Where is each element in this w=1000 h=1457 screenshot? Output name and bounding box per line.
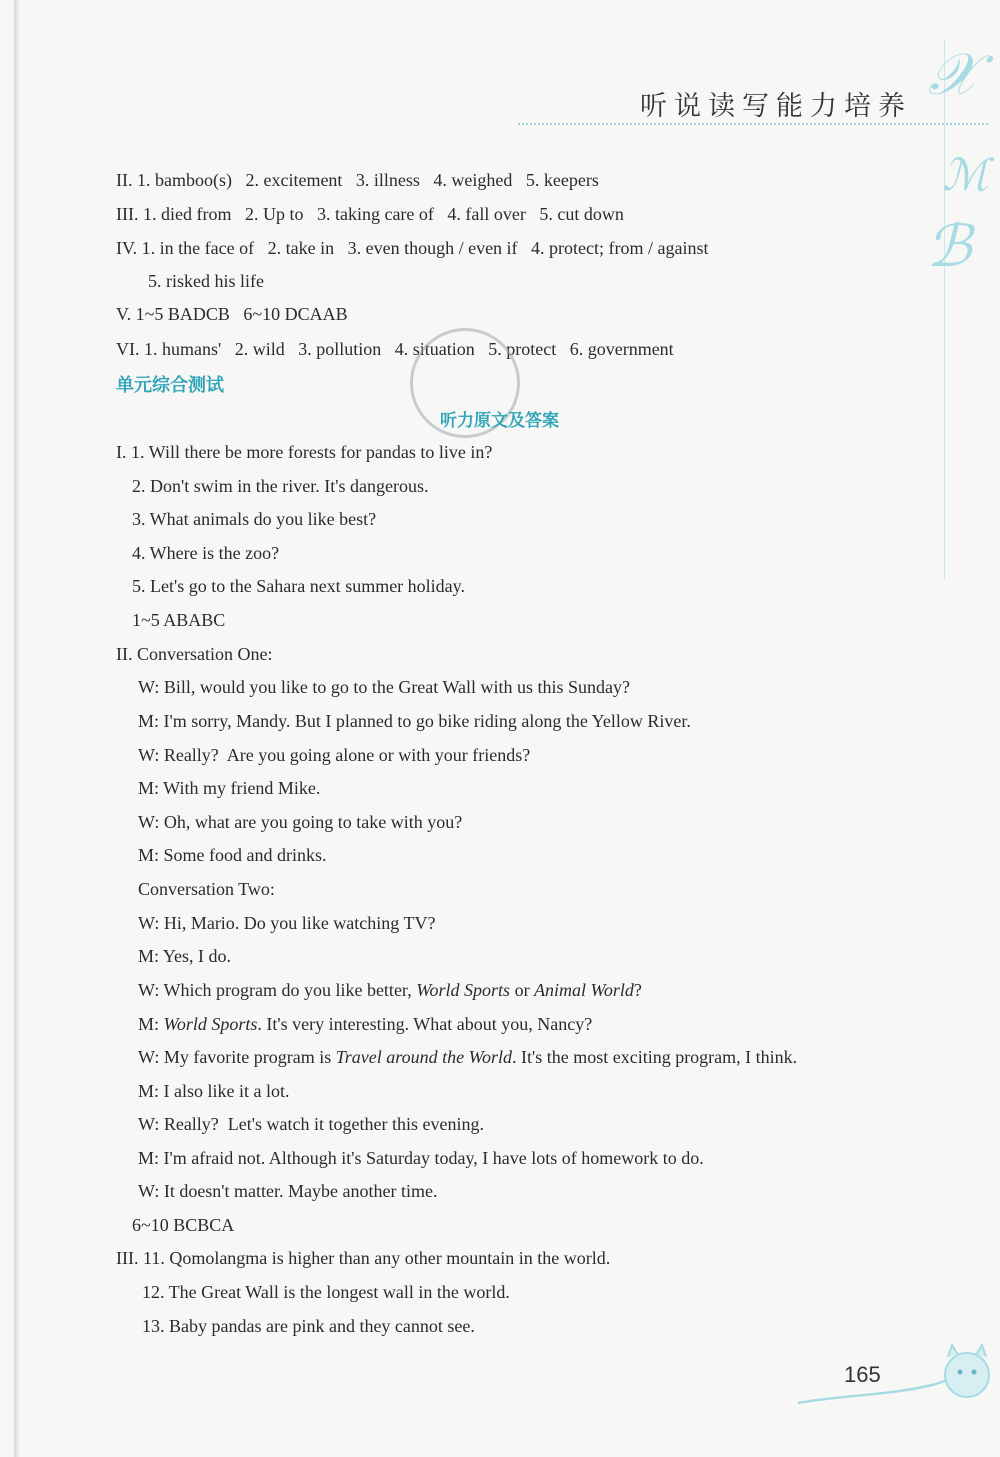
program-title: World Sports [416,980,511,1000]
test-iii-11: III. 11. Qomolangma is higher than any other mountain in the world. [116,1248,611,1268]
test-i-1: I. 1. Will there be more forests for pandas to live in? [116,442,493,462]
test-iii-13: 13. Baby pandas are pink and they cannot see. [142,1316,475,1336]
answer-line-iv-cont: 5. risked his life [148,271,264,291]
test-i-5: 5. Let's go to the Sahara next summer holiday. [132,576,465,596]
text-segment: or [510,980,535,1000]
dialogue-line: M: I also like it a lot. [138,1081,290,1101]
dialogue-line: W: Really? Are you going alone or with your friends? [138,745,531,765]
answer-line-iii: III. 1. died from 2. Up to 3. taking care of 4. fall over 5. cut down [116,204,624,224]
dialogue-line [138,1015,592,1033]
test-i-3: 3. What animals do you like best? [132,509,377,529]
dialogue-line: M: With my friend Mike. [138,778,321,798]
binding-edge [14,0,19,1457]
dialogue-line: M: Some food and drinks. [138,845,327,865]
decorative-script-b-icon: ℬ [926,212,972,280]
answer-line-iv: IV. 1. in the face of 2. take in 3. even though / even if 4. protect; from / against [116,238,709,258]
section-title: 单元综合测试 [116,375,224,396]
decorative-swirl-icon [792,1325,992,1415]
test-iii-12: 12. The Great Wall is the longest wall in the world. [142,1282,510,1302]
dialogue-line: M: I'm afraid not. Although it's Saturday today, I have lots of homework to do. [138,1148,704,1168]
program-title: Travel around the World [335,1047,512,1067]
text-segment: W: My favorite program is [138,1047,336,1067]
decorative-vertical-line [944,40,945,580]
text-segment: W: Which program do you like better, [138,980,417,1000]
text-segment: ? [633,980,642,1000]
page-number: 165 [844,1362,881,1387]
dialogue-line: W: It doesn't matter. Maybe another time. [138,1181,438,1201]
answer-line-ii: II. 1. bamboo(s) 2. excitement 3. illness 4. weighed 5. keepers [116,170,599,190]
decorative-script-m-icon: ℳ [942,150,990,201]
answer-line-v: V. 1~5 BADCB 6~10 DCAAB [116,304,348,324]
text-segment: . It's very interesting. What about you, Nancy? [257,1014,593,1034]
test-ii-answers: 6~10 BCBCA [132,1215,235,1235]
dialogue-line: M: I'm sorry, Mandy. But I planned to go bike riding along the Yellow River. [138,711,691,731]
dialogue-line: W: Really? Let's watch it together this evening. [138,1114,484,1134]
answer-line-vi: VI. 1. humans' 2. wild 3. pollution 4. situation 5. protect 6. government [116,339,674,359]
decorative-script-x-icon: 𝒳 [928,40,978,108]
text-segment: M: [138,1014,164,1034]
program-title: World Sports [163,1014,258,1034]
dialogue-line: W: Bill, would you like to go to the Great Wall with us this Sunday? [138,677,631,697]
test-i-answers: 1~5 ABABC [132,610,226,630]
dialogue-line [138,981,642,999]
dialogue-line [138,1048,797,1066]
test-i-2: 2. Don't swim in the river. It's dangerous. [132,476,429,496]
listening-subtitle: 听力原文及答案 [440,411,559,431]
test-i-4: 4. Where is the zoo? [132,543,280,563]
conversation-two-title: Conversation Two: [138,879,275,899]
dialogue-line: W: Hi, Mario. Do you like watching TV? [138,913,436,933]
program-title: Animal World [534,980,634,1000]
header-divider [518,123,988,125]
test-ii-title: II. Conversation One: [116,644,273,664]
text-segment: . It's the most exciting program, I think. [511,1047,798,1067]
dialogue-line: M: Yes, I do. [138,946,232,966]
dialogue-line: W: Oh, what are you going to take with you? [138,812,463,832]
page-header-title: 听说读写能力培养 [640,91,912,122]
